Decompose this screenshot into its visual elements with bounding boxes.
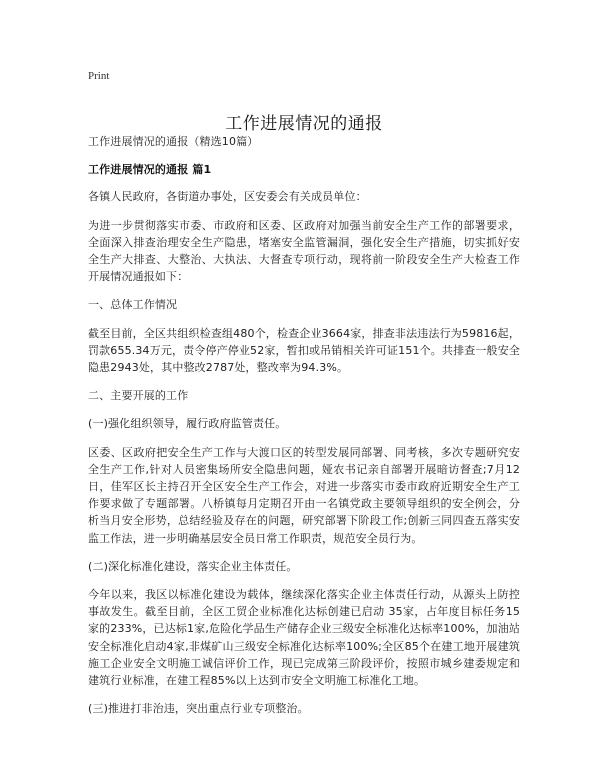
document-title: 工作进展情况的通报 — [225, 114, 383, 135]
subparagraph-1: 区委、区政府把安全生产工作与大渡口区的转型发展同部署、同考核，多次专题研究安全生产工作,针对人员密集场所安全隐患问题，娅农书记亲自部署开展暗访督查;7月12日，佳军区长主持召开全区安全生产工作会，对进一步落实市委市政府近期安全生产工作要求做了专题部署。八桥镇每月定期召开由一名镇党政主要领导组织的安全例会，分析当月安全形势，总结经验及存在的问题，研究部署下阶段工作;创新三同四查五落实安监工作法，进一步明确基层安全员日常工作职责，规范安全员行为。 — [88, 445, 520, 545]
document-body — [88, 133, 520, 728]
subheading-1: (一)强化组织领导，履行政府监管责任。 — [88, 417, 287, 431]
salutation: 各镇人民政府，各街道办事处，区安委会有关成员单位： — [88, 190, 367, 204]
subparagraph-2: 今年以来，我区以标准化建设为载体，继续深化落实企业主体责任行动，从源头上防控事故发生。截至目前，全区工贸企业标准化达标创建已启动 35家，占年度目标任务15家的233%，已达标1家,危险化学品生产储存企业三级安全标准化达标率100%，加油站安全标准化启动4家,非煤矿山三级安全标准化达标率100%;全区85个在建工地开展建筑施工企业安全文明施工诚信评价工作，现已完成第三阶段评价，按照市城乡建委规定和建筑行业标准，在建工程85%以上达到市安全文明施工标准化工地。 — [88, 588, 520, 688]
section-heading-overall: 一、总体工作情况 — [88, 298, 178, 312]
section-heading-main-work: 二、主要开展的工作 — [88, 389, 189, 403]
subheading-2: (二)深化标准化建设，落实企业主体责任。 — [88, 559, 298, 573]
intro-paragraph: 为进一步贯彻落实市委、市政府和区委、区政府对加强当前安全生产工作的部署要求，全面深入排查治理安全生产隐患，堵塞安全监管漏洞，强化安全生产措施，切实抓好安全生产大排查、大整治、大执法、大督查专项行动，现将前一阶段安全生产大检查工作开展情况通报如下： — [88, 218, 520, 284]
section-title: 工作进展情况的通报 篇1 — [88, 163, 212, 177]
overall-paragraph: 截至目前，全区共组织检查组480个，检查企业3664家，排查非法违法行为59816起，罚款655.34万元，责令停产停业52家，暂扣或吊销相关许可证151个。共排查一般安全隐患2943处，其中整改2787处，整改率为94.3%。 — [88, 326, 520, 375]
subheading-3: (三)推进打非治违，突出重点行业专项整治。 — [88, 702, 309, 716]
print-link[interactable]: Print — [88, 70, 110, 82]
subtitle: 工作进展情况的通报（精选10篇） — [88, 135, 259, 148]
